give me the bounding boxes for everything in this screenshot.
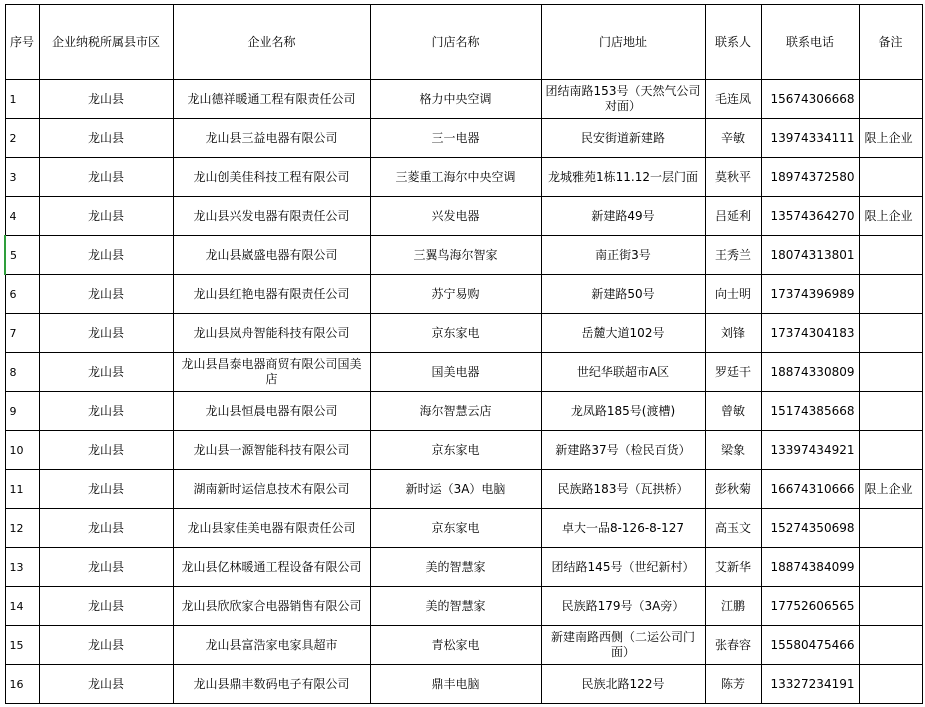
cell-district[interactable]: 龙山县 <box>39 314 173 353</box>
table-row <box>5 587 922 626</box>
cell-note[interactable] <box>859 353 922 392</box>
cell-note[interactable] <box>859 626 922 665</box>
cell-store[interactable]: 三菱重工海尔中央空调 <box>370 158 541 197</box>
cell-store[interactable]: 鼎丰电脑 <box>370 665 541 704</box>
cell-store[interactable]: 苏宁易购 <box>370 275 541 314</box>
table-row <box>5 119 922 158</box>
cell-phone[interactable]: 17374304183 <box>761 314 859 353</box>
cell-store[interactable]: 京东家电 <box>370 509 541 548</box>
cell-district[interactable]: 龙山县 <box>39 548 173 587</box>
table-row <box>5 80 922 119</box>
cell-store[interactable]: 新时运（3A）电脑 <box>370 470 541 509</box>
cell-note[interactable] <box>859 158 922 197</box>
cell-index[interactable]: 15 <box>5 626 39 665</box>
cell-address[interactable]: 新建路50号 <box>541 275 705 314</box>
cell-district[interactable]: 龙山县 <box>39 587 173 626</box>
cell-contact[interactable]: 刘锋 <box>705 314 761 353</box>
cell-index[interactable]: 13 <box>5 548 39 587</box>
cell-address[interactable]: 民族路179号（3A旁） <box>541 587 705 626</box>
cell-contact[interactable]: 陈芳 <box>705 665 761 704</box>
cell-index[interactable]: 9 <box>5 392 39 431</box>
cell-contact[interactable]: 梁象 <box>705 431 761 470</box>
cell-address[interactable]: 民族路183号（瓦拱桥） <box>541 470 705 509</box>
table-row <box>5 626 922 665</box>
cell-company[interactable]: 龙山县亿林暖通工程设备有限公司 <box>173 548 370 587</box>
table-row <box>5 665 922 704</box>
cell-address[interactable]: 南正街3号 <box>541 236 705 275</box>
table-row <box>5 548 922 587</box>
cell-phone[interactable]: 15674306668 <box>761 80 859 119</box>
cell-company[interactable]: 龙山县富浩家电家具超市 <box>173 626 370 665</box>
cell-contact[interactable]: 江鹏 <box>705 587 761 626</box>
cell-phone[interactable]: 18974372580 <box>761 158 859 197</box>
cell-company[interactable]: 龙山德祥暖通工程有限责任公司 <box>173 80 370 119</box>
table-row <box>5 470 922 509</box>
cell-contact[interactable]: 向士明 <box>705 275 761 314</box>
header-contact: 联系人 <box>705 5 761 80</box>
table-row <box>5 392 922 431</box>
cell-store[interactable]: 国美电器 <box>370 353 541 392</box>
cell-contact[interactable]: 高玉文 <box>705 509 761 548</box>
cell-address[interactable]: 民安街道新建路 <box>541 119 705 158</box>
header-note: 备注 <box>859 5 922 80</box>
cell-phone[interactable]: 13397434921 <box>761 431 859 470</box>
cell-note[interactable] <box>859 665 922 704</box>
table-row <box>5 509 922 548</box>
cell-contact[interactable]: 彭秋菊 <box>705 470 761 509</box>
cell-store[interactable]: 京东家电 <box>370 314 541 353</box>
cell-store[interactable]: 美的智慧家 <box>370 548 541 587</box>
cell-phone[interactable]: 18874330809 <box>761 353 859 392</box>
cell-index[interactable]: 6 <box>5 275 39 314</box>
cell-note[interactable] <box>859 509 922 548</box>
cell-district[interactable]: 龙山县 <box>39 158 173 197</box>
cell-store[interactable]: 兴发电器 <box>370 197 541 236</box>
header-store: 门店名称 <box>370 5 541 80</box>
cell-address[interactable]: 世纪华联超市A区 <box>541 353 705 392</box>
header-district: 企业纳税所属县市区 <box>39 5 173 80</box>
cell-district[interactable]: 龙山县 <box>39 275 173 314</box>
cell-contact[interactable]: 毛连凤 <box>705 80 761 119</box>
cell-store[interactable]: 海尔智慧云店 <box>370 392 541 431</box>
cell-district[interactable]: 龙山县 <box>39 509 173 548</box>
cell-phone[interactable]: 18874384099 <box>761 548 859 587</box>
store-list-table <box>4 4 923 704</box>
header-row <box>5 5 922 80</box>
cell-note[interactable]: 限上企业 <box>859 119 922 158</box>
cell-phone[interactable]: 13327234191 <box>761 665 859 704</box>
cell-address[interactable]: 团结南路153号（天然气公司对面） <box>541 80 705 119</box>
cell-company[interactable]: 龙山县三益电器有限公司 <box>173 119 370 158</box>
cell-note[interactable] <box>859 275 922 314</box>
cell-note[interactable] <box>859 431 922 470</box>
cell-district[interactable]: 龙山县 <box>39 353 173 392</box>
cell-note[interactable] <box>859 392 922 431</box>
cell-district[interactable]: 龙山县 <box>39 431 173 470</box>
cell-note[interactable] <box>859 548 922 587</box>
cell-phone[interactable]: 16674310666 <box>761 470 859 509</box>
cell-address[interactable]: 新建南路西侧（二运公司门面） <box>541 626 705 665</box>
cell-contact[interactable]: 张春容 <box>705 626 761 665</box>
cell-company[interactable]: 龙山县岚舟智能科技有限公司 <box>173 314 370 353</box>
cell-address[interactable]: 新建路49号 <box>541 197 705 236</box>
cell-company[interactable]: 龙山县欣欣家合电器销售有限公司 <box>173 587 370 626</box>
cell-company[interactable]: 龙山县红艳电器有限责任公司 <box>173 275 370 314</box>
cell-contact[interactable]: 罗廷干 <box>705 353 761 392</box>
cell-index[interactable]: 14 <box>5 587 39 626</box>
header-index: 序号 <box>5 5 39 80</box>
cell-index[interactable]: 1 <box>5 80 39 119</box>
cell-note[interactable] <box>859 314 922 353</box>
cell-district[interactable]: 龙山县 <box>39 392 173 431</box>
cell-address[interactable]: 民族北路122号 <box>541 665 705 704</box>
cell-phone[interactable]: 15174385668 <box>761 392 859 431</box>
cell-index[interactable]: 16 <box>5 665 39 704</box>
cell-index[interactable]: 8 <box>5 353 39 392</box>
cell-store[interactable]: 美的智慧家 <box>370 587 541 626</box>
cell-district[interactable]: 龙山县 <box>39 119 173 158</box>
cell-phone[interactable]: 17752606565 <box>761 587 859 626</box>
cell-district[interactable]: 龙山县 <box>39 470 173 509</box>
cell-company[interactable]: 龙山县恒晨电器有限公司 <box>173 392 370 431</box>
cell-index[interactable]: 3 <box>5 158 39 197</box>
cell-company[interactable]: 龙山县崴盛电器有限公司 <box>173 236 370 275</box>
cell-note[interactable] <box>859 236 922 275</box>
cell-company[interactable]: 龙山县昌泰电器商贸有限公司国美店 <box>173 353 370 392</box>
cell-contact[interactable]: 吕延利 <box>705 197 761 236</box>
cell-store[interactable]: 格力中央空调 <box>370 80 541 119</box>
table-row <box>5 431 922 470</box>
cell-company[interactable]: 龙山县家佳美电器有限责任公司 <box>173 509 370 548</box>
table-row <box>5 275 922 314</box>
cell-company[interactable]: 龙山创美佳科技工程有限公司 <box>173 158 370 197</box>
cell-note[interactable]: 限上企业 <box>859 470 922 509</box>
cell-district[interactable]: 龙山县 <box>39 665 173 704</box>
header-company: 企业名称 <box>173 5 370 80</box>
cell-contact[interactable]: 莫秋平 <box>705 158 761 197</box>
cell-company[interactable]: 龙山县一源智能科技有限公司 <box>173 431 370 470</box>
cell-address[interactable]: 龙城雅苑1栋11.12一层门面 <box>541 158 705 197</box>
table-row <box>5 314 922 353</box>
cell-contact[interactable]: 曾敏 <box>705 392 761 431</box>
cell-index[interactable]: 7 <box>5 314 39 353</box>
cell-store[interactable]: 三翼鸟海尔智家 <box>370 236 541 275</box>
table-row <box>5 158 922 197</box>
table-row <box>5 353 922 392</box>
header-phone: 联系电话 <box>761 5 859 80</box>
table-row <box>5 236 922 275</box>
cell-district[interactable]: 龙山县 <box>39 236 173 275</box>
cell-index[interactable]: 5 <box>5 236 39 275</box>
cell-address[interactable]: 龙凤路185号(渡槽) <box>541 392 705 431</box>
cell-index[interactable]: 11 <box>5 470 39 509</box>
cell-index[interactable]: 12 <box>5 509 39 548</box>
cell-index[interactable]: 10 <box>5 431 39 470</box>
cell-note[interactable] <box>859 587 922 626</box>
cell-contact[interactable]: 艾新华 <box>705 548 761 587</box>
cell-phone[interactable]: 18074313801 <box>761 236 859 275</box>
cell-note[interactable]: 限上企业 <box>859 197 922 236</box>
cell-company[interactable]: 湖南新时运信息技术有限公司 <box>173 470 370 509</box>
cell-district[interactable]: 龙山县 <box>39 626 173 665</box>
cell-store[interactable]: 三一电器 <box>370 119 541 158</box>
cell-contact[interactable]: 王秀兰 <box>705 236 761 275</box>
cell-phone[interactable]: 13574364270 <box>761 197 859 236</box>
cell-address[interactable]: 卓大一品8-126-8-127 <box>541 509 705 548</box>
cell-company[interactable]: 龙山县兴发电器有限责任公司 <box>173 197 370 236</box>
cell-contact[interactable]: 辛敏 <box>705 119 761 158</box>
cell-phone[interactable]: 15580475466 <box>761 626 859 665</box>
cell-district[interactable]: 龙山县 <box>39 197 173 236</box>
cell-note[interactable] <box>859 80 922 119</box>
cell-phone[interactable]: 17374396989 <box>761 275 859 314</box>
cell-phone[interactable]: 15274350698 <box>761 509 859 548</box>
cell-store[interactable]: 青松家电 <box>370 626 541 665</box>
cell-index[interactable]: 4 <box>5 197 39 236</box>
cell-district[interactable]: 龙山县 <box>39 80 173 119</box>
table-row <box>5 197 922 236</box>
cell-phone[interactable]: 13974334111 <box>761 119 859 158</box>
cell-index[interactable]: 2 <box>5 119 39 158</box>
cell-address[interactable]: 岳麓大道102号 <box>541 314 705 353</box>
cell-address[interactable]: 团结路145号（世纪新村） <box>541 548 705 587</box>
cell-store[interactable]: 京东家电 <box>370 431 541 470</box>
cell-address[interactable]: 新建路37号（检民百货） <box>541 431 705 470</box>
header-address: 门店地址 <box>541 5 705 80</box>
cell-company[interactable]: 龙山县鼎丰数码电子有限公司 <box>173 665 370 704</box>
